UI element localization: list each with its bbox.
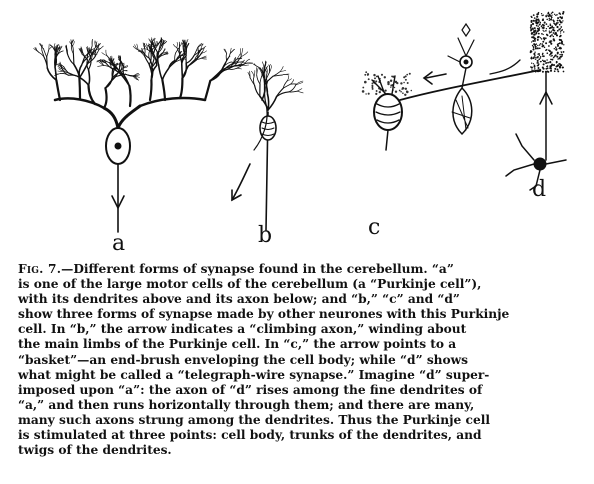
panel-label-d: d <box>532 177 547 202</box>
caption-line: with its dendrites above and its axon below; and “b,” “c” and “d” <box>18 292 460 307</box>
caption-line: show three forms of synapse made by other neurones with this Purkinje <box>18 307 510 322</box>
caption-line: “basket”—an end-brush enveloping the cell body; while “d” shows <box>18 352 469 367</box>
caption-line: the main limbs of the Purkinje cell. In “c,” the arrow points to a <box>18 337 457 352</box>
caption-line: “a,” and then runs horizontally through them; and there are many, <box>18 397 475 412</box>
caption-line: imposed upon “a”: the axon of “d” rises among the fine dendrites of <box>18 382 483 397</box>
panel-label-a: a <box>112 231 126 256</box>
caption-line: twigs of the dendrites. <box>18 443 172 458</box>
purkinje-cell-drawing <box>34 38 253 232</box>
caption-line: what might be called a “telegraph-wire synapse.” Imagine “d” super- <box>18 367 490 382</box>
caption-line: cell. In “b,” the arrow indicates a “climbing axon,” winding about <box>18 322 467 337</box>
climbing-axon-drawing <box>232 61 303 230</box>
panel-label-c: c <box>368 215 381 240</box>
basket-synapse-drawing <box>362 24 540 150</box>
caption-line: is one of the large motor cells of the cerebellum (a “Purkinje cell”), <box>18 277 482 292</box>
caption-line: Fig. 7.—Different forms of synapse found in the cerebellum. “a” <box>18 262 454 276</box>
telegraph-wire-synapse-drawing <box>506 11 566 190</box>
panel-label-b: b <box>258 223 273 248</box>
figure-caption <box>18 262 584 458</box>
caption-line: many such axons strung among the dendrites. Thus the Purkinje cell <box>18 412 490 427</box>
figure-label: Fig. 7. <box>18 262 62 276</box>
panel-labels <box>112 177 546 256</box>
caption-line: is stimulated at three points: cell body, trunks of the dendrites, and <box>18 428 482 443</box>
